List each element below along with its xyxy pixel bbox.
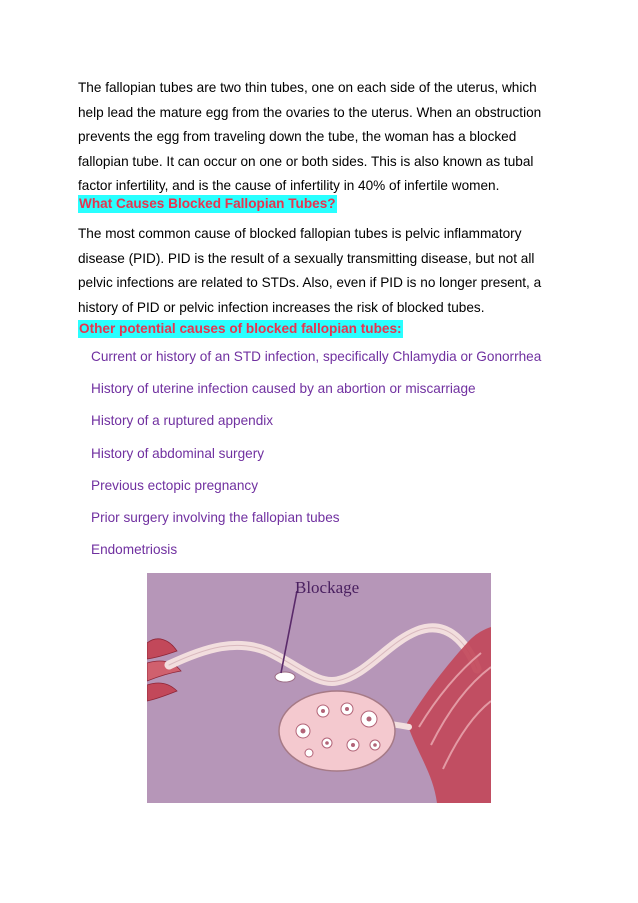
pid-line: disease (PID). PID is the result of a sexually transmitting disease, but not all [78,250,535,266]
pid-line: history of PID or pelvic infection increases the risk of blocked tubes. [78,299,485,315]
intro-line: factor infertility, and is the cause of infertility in 40% of infertile women. [78,178,500,194]
anatomy-diagram [147,573,491,803]
list-item: History of abdominal surgery [91,445,265,461]
pid-line: pelvic infections are related to STDs. Also, even if PID is no longer present, a [78,275,542,291]
blockage-label: Blockage [295,578,360,597]
blockage-mark [275,672,295,682]
heading-what-causes: What Causes Blocked Fallopian Tubes? [79,196,336,211]
list-item: History of uterine infection caused by an abortion or miscarriage [91,381,476,397]
intro-line: help lead the mature egg from the ovaries to the uterus. When an obstruction [78,104,542,120]
pid-paragraph [78,222,578,320]
intro-line: prevents the egg from traveling down the tube, the woman has a blocked [78,129,517,145]
intro-line: fallopian tube. It can occur on one or both sides. This is also known as tubal [78,153,534,169]
list-item: Current or history of an STD infection, specifically Chlamydia or Gonorrhea [91,349,542,364]
list-item: History of a ruptured appendix [91,413,274,429]
intro-paragraph [78,76,578,199]
pid-line: The most common cause of blocked fallopian tubes is pelvic inflammatory [78,226,522,241]
fallopian-tube-illustration [147,573,491,803]
list-item: Previous ectopic pregnancy [91,477,258,493]
list-item: Endometriosis [91,542,178,558]
heading-other-causes: Other potential causes of blocked fallopian tubes: [79,321,402,336]
causes-list [91,348,541,573]
list-item: Prior surgery involving the fallopian tubes [91,509,340,525]
intro-line: The fallopian tubes are two thin tubes, one on each side of the uterus, which [78,80,537,95]
ovary [279,691,395,771]
